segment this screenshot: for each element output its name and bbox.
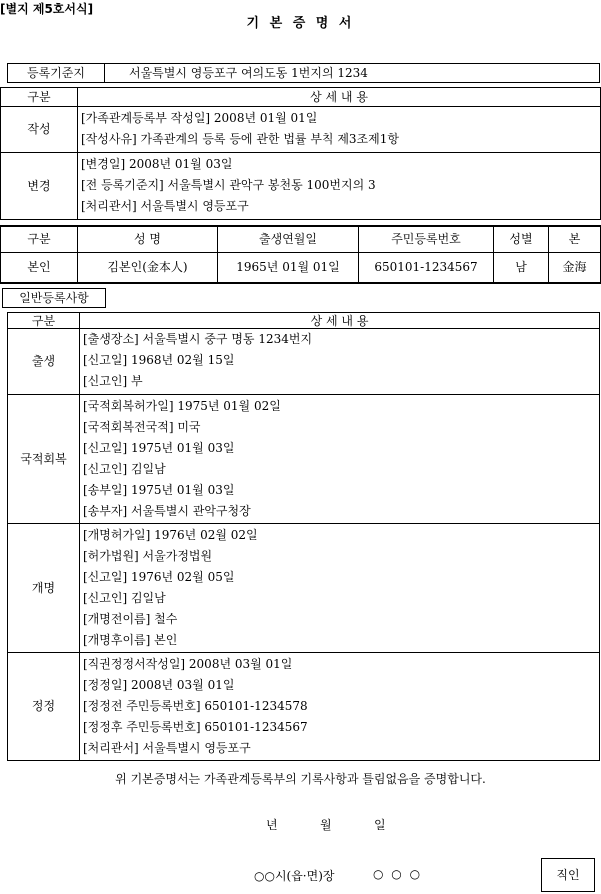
general-line: [출생장소] 서울특별시 중구 명동 1234번지 [83,332,313,346]
person-table [0,225,601,284]
general-row [8,524,600,653]
person-header-name: 성 명 [78,226,218,252]
general-line: [개명전이름] 철수 [83,612,178,626]
form-number: [별지 제5호서식] [0,2,94,16]
general-line: [국적회복전국적] 미국 [83,420,201,434]
person-header-resident-no: 주민등록번호 [359,226,494,252]
person-header-sex: 성별 [494,226,549,252]
person-header-birth: 출생연월일 [218,226,359,252]
record-line: [작성사유] 가족관계의 등록 등에 관한 법률 부칙 제3조제1항 [81,132,399,146]
details-header: 상 세 내 용 [78,88,601,107]
person-row [1,252,601,283]
general-line: [송부일] 1975년 01월 03일 [83,483,235,497]
person-sex: 남 [494,252,549,283]
general-details-header: 상 세 내 용 [80,313,600,329]
general-line: [정정후 주민등록번호] 650101-1234567 [83,720,308,734]
record-row [1,107,601,153]
general-category-header: 구분 [8,313,80,329]
general-line: [개명후이름] 본인 [83,633,178,647]
record-line: [변경일] 2008년 01월 03일 [81,157,233,171]
record-category: 변경 [1,153,78,220]
general-line: [정정전 주민등록번호] 650101-1234578 [83,699,308,713]
general-line: [신고일] 1975년 01월 03일 [83,441,235,455]
general-line: [허가법원] 서울가정법원 [83,549,213,563]
record-category: 작성 [1,107,78,153]
certification-statement: 위 기본증명서는 가족관계등록부의 기록사항과 틀림없음을 증명합니다. [115,772,486,786]
registration-label: 등록기준지 [8,64,105,83]
general-line: [신고일] 1968년 02월 15일 [83,353,235,367]
general-category: 국적회복 [8,395,80,524]
general-line: [송부자] 서울특별시 관악구청장 [83,504,251,518]
official-seal: 직인 [541,858,595,892]
document-title: 기 본 증 명 서 [246,16,355,31]
date-day: 일 [374,818,386,832]
general-table [7,312,600,761]
registration-table [7,63,600,83]
person-header-row [1,226,601,252]
person-origin: 金海 [549,252,601,283]
person-header-category: 구분 [1,226,78,252]
general-line: [국적회복허가일] 1975년 01월 02일 [83,399,281,413]
general-line: [처리관서] 서울특별시 영등포구 [83,741,251,755]
general-row [8,329,600,395]
record-line: [전 등록기준지] 서울특별시 관악구 봉천동 100번지의 3 [81,178,376,192]
general-line: [신고인] 부 [83,374,143,388]
general-line: [신고인] 김일남 [83,591,166,605]
general-section-label: 일반등록사항 [2,288,106,308]
general-row [8,395,600,524]
date-year: 년 [266,818,278,832]
general-line: [정정일] 2008년 03월 01일 [83,678,235,692]
record-line: [처리관서] 서울특별시 영등포구 [81,199,249,213]
general-line: [신고일] 1976년 02월 05일 [83,570,235,584]
person-resident-no: 650101-1234567 [359,252,494,283]
general-category: 개명 [8,524,80,653]
record-line: [가족관계등록부 작성일] 2008년 01월 01일 [81,111,318,125]
general-category: 정정 [8,653,80,761]
person-name: 김본인(金本人) [78,252,218,283]
general-line: [개명허가일] 1976년 02월 02일 [83,528,258,542]
date-month: 월 [320,818,332,832]
general-category: 출생 [8,329,80,395]
general-row [8,653,600,761]
general-line: [신고인] 김일남 [83,462,166,476]
person-category: 본인 [1,252,78,283]
record-table [0,87,601,220]
issuer-name: ○ ○ ○ [373,867,423,881]
registration-value: 서울특별시 영등포구 여의도동 1번지의 1234 [105,64,600,83]
record-row [1,153,601,220]
issuer-title: ○○시(읍·면)장 [254,869,335,883]
person-birth: 1965년 01월 01일 [218,252,359,283]
person-header-origin: 본 [549,226,601,252]
category-header: 구분 [1,88,78,107]
general-line: [직권정정서작성일] 2008년 03월 01일 [83,657,293,671]
